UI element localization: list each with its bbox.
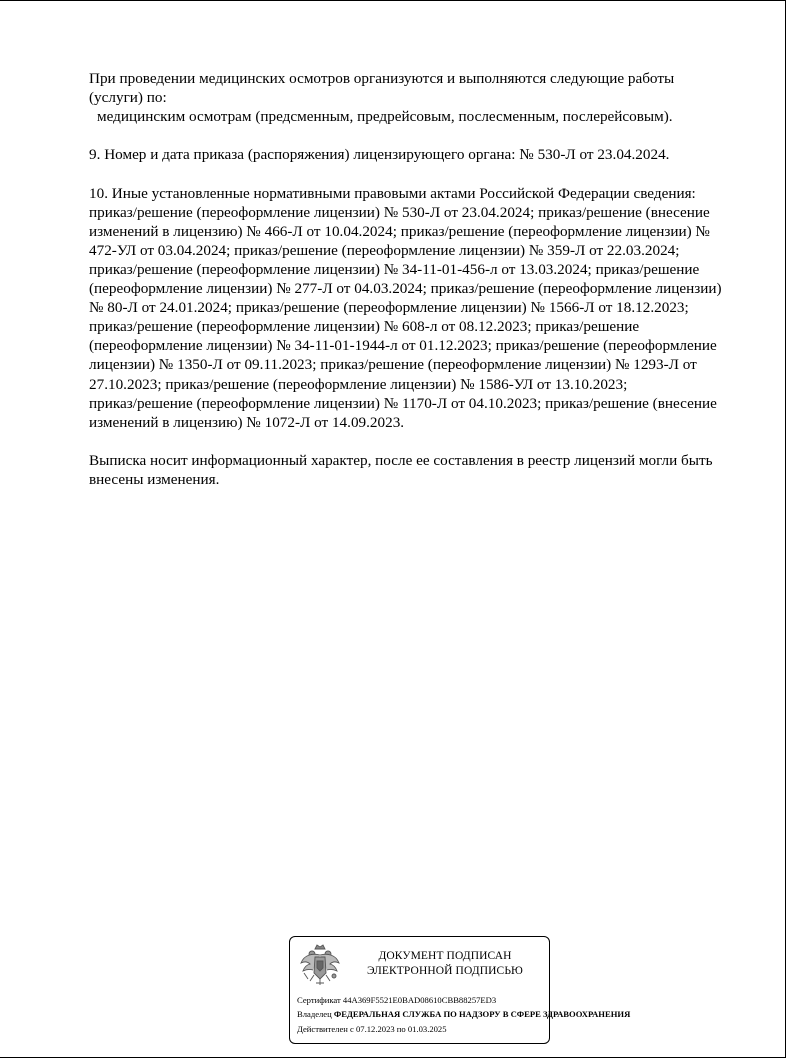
- electronic-signature-stamp: [289, 936, 631, 1044]
- paragraph-line: внесены изменения.: [89, 470, 220, 488]
- paragraph-line: № 80-Л от 24.01.2024; приказ/решение (переоформление лицензии) № 1566-Л от 18.12.2023;: [89, 299, 689, 317]
- paragraph-line: (услуги) по:: [89, 89, 167, 107]
- stamp-title: [350, 949, 540, 979]
- paragraph-line: приказ/решение (переоформление лицензии) № 608-л от 08.12.2023; приказ/решение: [89, 318, 640, 336]
- paragraph-line: приказ/решение (переоформление лицензии) № 34-11-01-456-л от 13.03.2024; приказ/решение: [89, 260, 700, 278]
- owner-value: ФЕДЕРАЛЬНАЯ СЛУЖБА ПО НАДЗОРУ В СФЕРЕ ЗДРАВООХРАНЕНИЯ: [333, 1009, 631, 1019]
- paragraph-line: изменений в лицензию) № 466-Л от 10.04.2024; приказ/решение (переоформление лицензии) №: [89, 222, 710, 240]
- paragraph-line: 472-УЛ от 03.04.2024; приказ/решение (переоформление лицензии) № 359-Л от 22.03.2024;: [89, 241, 680, 259]
- coat-of-arms-icon: [298, 943, 342, 989]
- paragraph-line: приказ/решение (переоформление лицензии) № 530-Л от 23.04.2024; приказ/решение (внесение: [89, 203, 710, 221]
- paragraph-line: При проведении медицинских осмотров организуются и выполняются следующие работы: [89, 70, 675, 87]
- document-body: [89, 69, 757, 489]
- paragraph-line: изменений в лицензию) № 1072-Л от 14.09.2023.: [89, 413, 405, 431]
- owner-label: Владелец: [297, 1009, 332, 1019]
- certificate-owner: [297, 1009, 630, 1020]
- paragraph-line: (переоформление лицензии) № 34-11-01-1944-л от 01.12.2023; приказ/решение (переоформление: [89, 337, 717, 355]
- stamp-title-line: ДОКУМЕНТ ПОДПИСАН: [378, 950, 512, 962]
- paragraph-line: приказ/решение (переоформление лицензии) № 1170-Л от 04.10.2023; приказ/решение (внесение: [89, 394, 717, 412]
- paragraph-line: 27.10.2023; приказ/решение (переоформление лицензии) № 1586-УЛ от 13.10.2023;: [89, 375, 628, 393]
- stamp-title-line: ЭЛЕКТРОННОЙ ПОДПИСЬЮ: [367, 965, 523, 977]
- paragraph-line: Выписка носит информационный характер, после ее составления в реестр лицензий могли быть: [89, 451, 713, 469]
- paragraph-line: медицинским осмотрам (предсменным, предрейсовым, послесменным, послерейсовым).: [97, 108, 673, 126]
- paragraph-line: (переоформление лицензии) № 277-Л от 04.03.2024; приказ/решение (переоформление лицензии): [89, 280, 722, 298]
- order-number-paragraph: 9. Номер и дата приказа (распоряжения) лицензирующего органа: № 530-Л от 23.04.2024.: [89, 146, 670, 164]
- certificate-validity: Действителен с 07.12.2023 по 01.03.2025: [297, 1024, 447, 1034]
- certificate-number: Сертификат 44A369F5521E0BAD08610CBB88257ED3: [297, 995, 497, 1005]
- paragraph-line: 10. Иные установленные нормативными правовыми актами Российской Федерации сведения:: [89, 184, 696, 202]
- paragraph-line: лицензии) № 1350-Л от 09.11.2023; приказ/решение (переоформление лицензии) № 1293-Л от: [89, 356, 697, 374]
- other-information-paragraph: [89, 184, 757, 432]
